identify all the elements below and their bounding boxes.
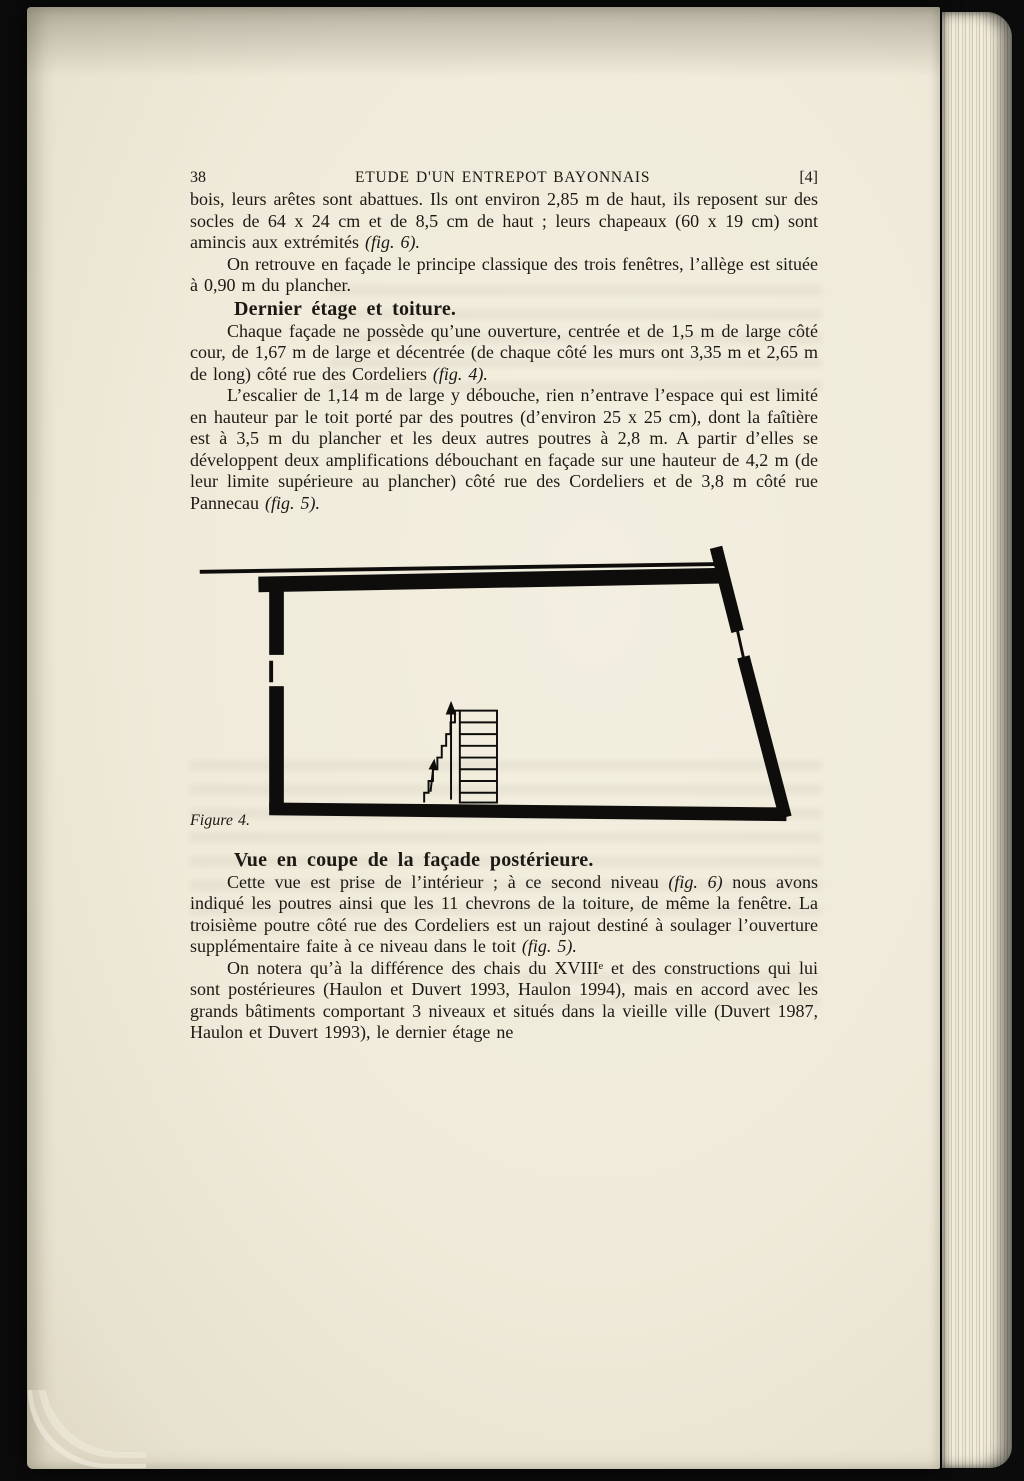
running-title: ETUDE D'UN ENTREPOT BAYONNAIS [355,169,651,186]
paragraph-on-notera: On notera qu’à la différence des chais du XVIIIᵉ et des constructions qui lui sont postérieures (Haulon et Duvert 1993, Haulon 1994), mais en accord avec les grands bâtiments comportant 3 niveaux et situés dans la vieille ville (Duvert 1987, Haulon et Duvert 1993), le dernier étage ne [190,957,818,1042]
figure-reference: (fig. 5). [264,492,320,513]
figure-reference: (fig. 6). [364,232,420,252]
paragraph-facade: On retrouve en façade le principe classique des trois fenêtres, l’allège est située à 0,90 m du plancher. [190,253,818,295]
figure-caption: Figure 4. [190,812,250,829]
figure-reference: (fig. 6) [668,871,723,892]
paragraph-text: bois, leurs arêtes sont abattues. Ils ont environ 2,85 m de haut, ils reposent sur des socles de 64 x 24 cm et de 8,5 cm de haut ; leurs chapeaux (60 x 19 cm) sont amincis aux extrémités [190,189,818,252]
figure-reference: (fig. 5). [521,936,577,956]
book-page [27,7,940,1469]
page-content [190,167,818,1044]
paragraph-text: L’escalier de 1,14 m de large y débouche, rien n’entrave l’espace qui est limité en hauteur par le toit porté par des poutres (d’environ 25 x 25 cm), dont la faîtière est à 3,5 m du plancher et les deux autres poutres à 2,8 m. A partir d’elles se développent deux amplifications débouchant en façade sur une hauteur de 4,2 m (de leur limite supérieure au plancher) côté rue des Cordeliers et de 3,8 m côté rue Pannecau [190,385,818,513]
running-header [190,167,818,189]
paragraph-bois [190,189,818,254]
section-marker: [4] [799,169,818,186]
page-number: 38 [190,169,206,186]
paragraph-chaque-facade [190,321,818,386]
stair-up-arrows [429,701,457,770]
book-fore-edge-pages [942,12,1012,1468]
paragraph-text: Chaque façade ne possède qu’une ouverture, centrée et de 1,5 m de large côté cour, de 1,67 m de large et décentrée (de chaque côté les murs ont 3,35 m et 2,65 m de long) côté rue des Cordeliers [190,320,818,384]
paragraph-cette-vue [190,872,818,958]
heading-dernier-etage: Dernier étage et toiture. [234,297,457,320]
paragraph-escalier [190,385,818,514]
figure-4 [190,518,818,832]
heading-vue-en-coupe: Vue en coupe de la façade postérieure. [234,848,594,871]
figure-4-section-drawing [190,518,804,826]
figure-reference: (fig. 4). [432,363,488,384]
page-corner-curl [28,1390,146,1468]
paragraph-text: nous avons indiqué les poutres ainsi que les 11 chevrons de la toiture, de même la fenêtre. La troisième poutre côté rue des Cordeliers est un rajout destiné à soulager l’ouverture supplémentaire faite à ce niveau dans le toit [190,871,818,956]
staircase-symbol [424,711,497,803]
paragraph-text: Cette vue est prise de l’intérieur ; à ce second niveau [227,871,669,892]
